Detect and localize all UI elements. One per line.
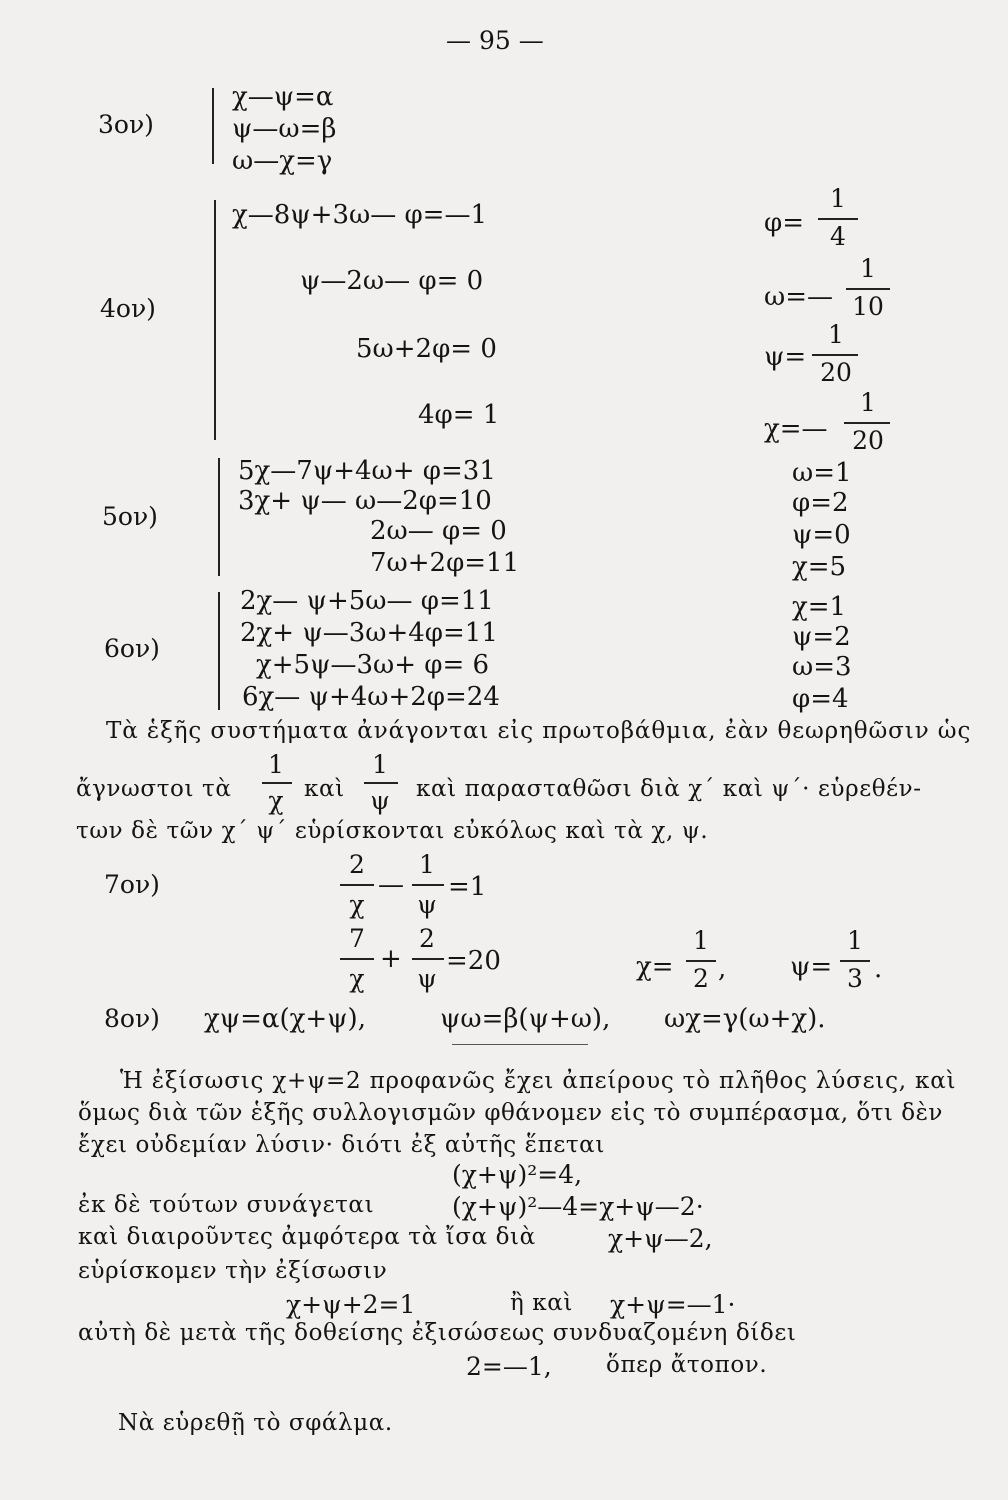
intro-line-2b: καὶ (304, 776, 345, 802)
para-line-2: ὅμως διὰ τῶν ἑξῆς συλλογισμῶν φθάνομεν εἰς τὸ συμπέρασμα, ὅτι δὲν (78, 1100, 943, 1126)
intro-frac2-bar (364, 782, 398, 784)
para-line-7: αὐτὴ δὲ μετὰ τῆς δοθείσης ἐξισώσεως συνδυαζομένη δίδει (78, 1320, 797, 1346)
intro-frac1-num: 1 (268, 750, 284, 779)
system-label-8: 8ον) (104, 1004, 160, 1033)
s5-sol-4: χ=5 (792, 552, 847, 582)
s4-sol-4-num: 1 (860, 388, 876, 417)
para-line-5: καὶ διαιροῦντες ἀμφότερα τὰ ἴσα διὰ (78, 1224, 536, 1250)
s4-line-2: ψ—2ω— φ= 0 (300, 266, 484, 296)
s4-sol-3-den: 20 (820, 358, 852, 387)
s4-sol-3-lhs: ψ= (764, 342, 807, 372)
s7-eq2-n1: 7 (349, 924, 365, 953)
s4-sol-1-den: 4 (830, 222, 846, 251)
s6-line-4: 6χ— ψ+4ω+2φ=24 (242, 682, 500, 712)
intro-line-2c: καὶ παρασταθῶσι διὰ χ΄ καὶ ψ΄· εὑρεθέν- (416, 776, 922, 802)
math-line-3: χ+ψ—2, (608, 1224, 713, 1253)
s4-sol-4-den: 20 (852, 426, 884, 455)
s6-sol-3: ω=3 (792, 652, 852, 682)
s6-line-1: 2χ— ψ+5ω— φ=11 (240, 586, 494, 616)
math-line-5a: 2=—1, (466, 1352, 552, 1381)
s7-sol-y-den: 3 (847, 964, 863, 993)
s5-sol-1: ω=1 (792, 458, 852, 488)
s4-sol-1-num: 1 (830, 184, 846, 213)
intro-line-3: των δὲ τῶν χ΄ ψ΄ εὑρίσκονται εὐκόλως καὶ τὰ χ, ψ. (76, 818, 709, 844)
s5-sol-2: φ=2 (792, 488, 849, 518)
s7-eq1-bar1 (340, 884, 374, 886)
math-line-4b: ἢ καὶ (510, 1290, 574, 1316)
s7-eq2-n2: 2 (419, 924, 435, 953)
s7-sol-y-num: 1 (847, 926, 863, 955)
math-line-4a: χ+ψ+2=1 (286, 1290, 416, 1319)
s7-eq2-bar2 (412, 958, 444, 960)
math-line-2: (χ+ψ)²—4=χ+ψ—2· (452, 1192, 704, 1221)
s5-sol-3: ψ=0 (792, 520, 851, 550)
s5-line-1: 5χ—7ψ+4ω+ φ=31 (238, 456, 496, 486)
s3-line-2: ψ—ω=β (232, 114, 337, 144)
s7-sol-y-bar (840, 960, 870, 962)
s7-sol-y-tail: . (874, 954, 883, 984)
s4-sol-4-lhs: χ=— (764, 414, 828, 444)
system-label-5: 5ον) (102, 502, 158, 531)
s4-line-3: 5ω+2φ= 0 (356, 334, 497, 364)
s6-sol-2: ψ=2 (792, 622, 851, 652)
s7-sol-x-num: 1 (693, 926, 709, 955)
intro-frac1-den: χ (268, 786, 284, 815)
para-line-3: ἔχει οὐδεμίαν λύσιν· διότι ἐξ αὐτῆς ἕπεται (78, 1132, 605, 1158)
s6-sol-4: φ=4 (792, 684, 849, 714)
s7-eq2-rhs: =20 (446, 946, 501, 976)
system-label-3: 3ον) (98, 110, 154, 139)
s7-eq2-d2: ψ (417, 964, 437, 993)
s4-sol-1-lhs: φ= (764, 208, 804, 238)
brace-6 (218, 592, 220, 710)
para-line-1: Ἡ ἐξίσωσις χ+ψ=2 προφανῶς ἔχει ἀπείρους τὸ πλῆθος λύσεις, καὶ (120, 1068, 957, 1094)
s4-line-4: 4φ= 1 (418, 400, 500, 430)
brace-4 (214, 200, 216, 440)
s7-eq2-d1: χ (349, 964, 365, 993)
page-number: — 95 — (446, 26, 544, 55)
intro-line-1: Τὰ ἑξῆς συστήματα ἀνάγονται εἰς πρωτοβάθμια, ἐὰν θεωρηθῶσιν ὡς (106, 718, 972, 744)
s8-eq-2: ψω=β(ψ+ω), (440, 1004, 611, 1034)
s7-sol-x-den: 2 (693, 964, 709, 993)
system-label-4: 4ον) (100, 294, 156, 323)
s7-eq1-op: — (378, 870, 404, 900)
intro-frac2-num: 1 (372, 750, 388, 779)
s5-line-4: 7ω+2φ=11 (370, 548, 520, 578)
section-divider (452, 1044, 588, 1045)
s4-sol-4-bar (844, 422, 890, 424)
s7-eq1-bar2 (412, 884, 444, 886)
brace-3 (212, 88, 214, 164)
brace-5 (218, 458, 220, 576)
math-line-4c: χ+ψ=—1· (610, 1290, 736, 1319)
para-line-8: Νὰ εὑρεθῇ τὸ σφάλμα. (118, 1410, 393, 1436)
s4-sol-3-num: 1 (828, 320, 844, 349)
s6-line-3: χ+5ψ—3ω+ φ= 6 (256, 650, 490, 680)
s6-sol-1: χ=1 (792, 592, 847, 622)
intro-frac1-bar (262, 782, 292, 784)
s7-eq1-rhs: =1 (448, 872, 487, 902)
system-label-7: 7ον) (104, 870, 160, 899)
s7-sol-x-lhs: χ= (636, 952, 674, 982)
s4-sol-2-bar (846, 288, 890, 290)
s7-eq2-op: + (380, 944, 402, 974)
system-label-6: 6ον) (104, 634, 160, 663)
math-line-1: (χ+ψ)²=4, (452, 1160, 583, 1189)
s4-sol-2-den: 10 (852, 292, 884, 321)
s7-sol-x-tail: , (718, 954, 727, 984)
s4-sol-1-bar (818, 218, 858, 220)
s5-line-2: 3χ+ ψ— ω—2φ=10 (238, 486, 492, 516)
s7-eq1-d1: χ (349, 890, 365, 919)
para-line-6: εὑρίσκομεν τὴν ἐξίσωσιν (78, 1258, 388, 1284)
s4-sol-2-num: 1 (860, 254, 876, 283)
s6-line-2: 2χ+ ψ—3ω+4φ=11 (240, 618, 498, 648)
s5-line-3: 2ω— φ= 0 (370, 516, 507, 546)
s8-eq-3: ωχ=γ(ω+χ). (664, 1004, 826, 1034)
math-line-5b: ὅπερ ἄτοπον. (606, 1352, 768, 1378)
s3-line-1: χ—ψ=α (232, 82, 334, 112)
s8-eq-1: χψ=α(χ+ψ), (204, 1004, 366, 1034)
s7-eq1-d2: ψ (417, 890, 437, 919)
s7-sol-x-bar (686, 960, 716, 962)
s7-eq1-n1: 2 (349, 850, 365, 879)
s3-line-3: ω—χ=γ (232, 146, 333, 176)
s7-eq2-bar1 (340, 958, 374, 960)
intro-line-2a: ἄγνωστοι τὰ (76, 776, 232, 802)
s4-sol-3-bar (812, 354, 858, 356)
s7-sol-y-lhs: ψ= (790, 952, 833, 982)
s4-sol-2-lhs: ω=— (764, 282, 833, 312)
s4-line-1: χ—8ψ+3ω— φ=—1 (232, 200, 488, 230)
intro-frac2-den: ψ (370, 786, 390, 815)
s7-eq1-n2: 1 (419, 850, 435, 879)
para-line-4: ἐκ δὲ τούτων συνάγεται (78, 1192, 375, 1218)
